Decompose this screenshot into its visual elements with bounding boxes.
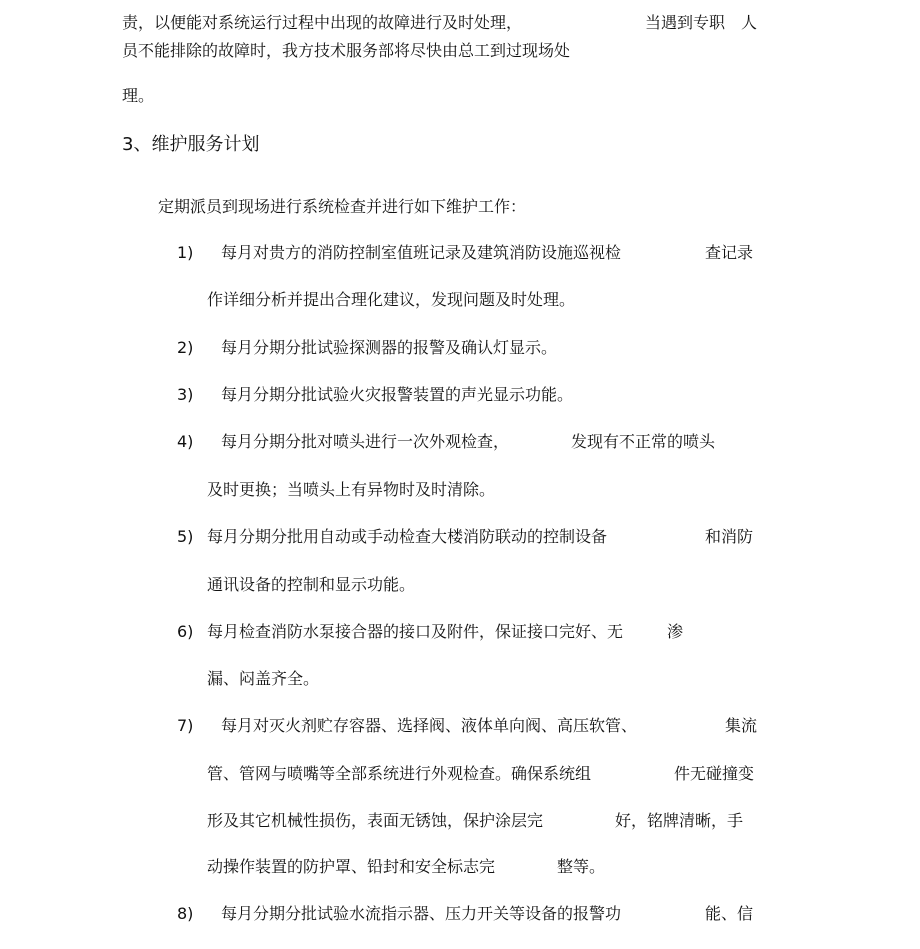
list-item-text: 能、信 <box>705 904 754 923</box>
list-item-text: 整等。 <box>557 857 606 876</box>
list-item-text: 渗 <box>667 622 684 641</box>
list-item-text: 每月对灭火剂贮存容器、选择阀、液体单向阀、高压软管、 <box>221 716 638 735</box>
list-item-text: 每月检查消防水泵接合器的接口及附件，保证接口完好、无 <box>207 622 624 641</box>
list-item-number: 4) <box>177 432 194 451</box>
section-heading: 3、维护服务计划 <box>122 134 260 155</box>
list-item-text: 每月对贵方的消防控制室值班记录及建筑消防设施巡视检 <box>221 243 622 262</box>
list-item-text: 形及其它机械性损伤，表面无锈蚀，保护涂层完 <box>207 811 544 830</box>
list-item-text: 和消防 <box>705 527 754 546</box>
list-item-number: 3) <box>177 385 194 404</box>
list-item-text: 件无碰撞变 <box>674 764 755 783</box>
list-item-text: 每月分期分批试验探测器的报警及确认灯显示。 <box>221 338 558 357</box>
list-item-number: 7) <box>177 716 194 735</box>
paragraph-line: 人 <box>741 13 758 32</box>
list-item-text: 通讯设备的控制和显示功能。 <box>207 575 416 594</box>
list-item-text: 及时更换；当喷头上有异物时及时清除。 <box>207 480 496 499</box>
list-item-number: 6) <box>177 622 194 641</box>
list-item-text: 集流 <box>725 716 758 735</box>
paragraph-line: 理。 <box>122 86 155 105</box>
list-item-number: 5) <box>177 527 194 546</box>
list-item-text: 每月分期分批试验火灾报警装置的声光显示功能。 <box>221 385 574 404</box>
list-item-number: 8) <box>177 904 194 923</box>
paragraph-line: 员不能排除的故障时，我方技术服务部将尽快由总工到过现场处 <box>122 41 571 60</box>
list-item-text: 管、管网与喷嘴等全部系统进行外观检查。确保系统组 <box>207 764 592 783</box>
list-item-text: 作详细分析并提出合理化建议，发现问题及时处理。 <box>207 290 576 309</box>
paragraph-line: 责，以便能对系统运行过程中出现的故障进行及时处理， <box>122 13 523 32</box>
list-item-number: 1) <box>177 243 194 262</box>
list-item-text: 漏、闷盖齐全。 <box>207 669 320 688</box>
list-item-text: 好，铭牌清晰，手 <box>615 811 744 830</box>
section-intro: 定期派员到现场进行系统检查并进行如下维护工作： <box>158 197 527 216</box>
list-item-text: 动操作装置的防护罩、铅封和安全标志完 <box>207 857 496 876</box>
paragraph-line: 当遇到专职 <box>645 13 726 32</box>
list-item-text: 查记录 <box>705 243 754 262</box>
list-item-text: 每月分期分批用自动或手动检查大楼消防联动的控制设备 <box>207 527 608 546</box>
list-item-text: 每月分期分批对喷头进行一次外观检查， <box>221 432 510 451</box>
list-item-text: 发现有不正常的喷头 <box>571 432 716 451</box>
list-item-number: 2) <box>177 338 194 357</box>
list-item-text: 每月分期分批试验水流指示器、压力开关等设备的报警功 <box>221 904 622 923</box>
